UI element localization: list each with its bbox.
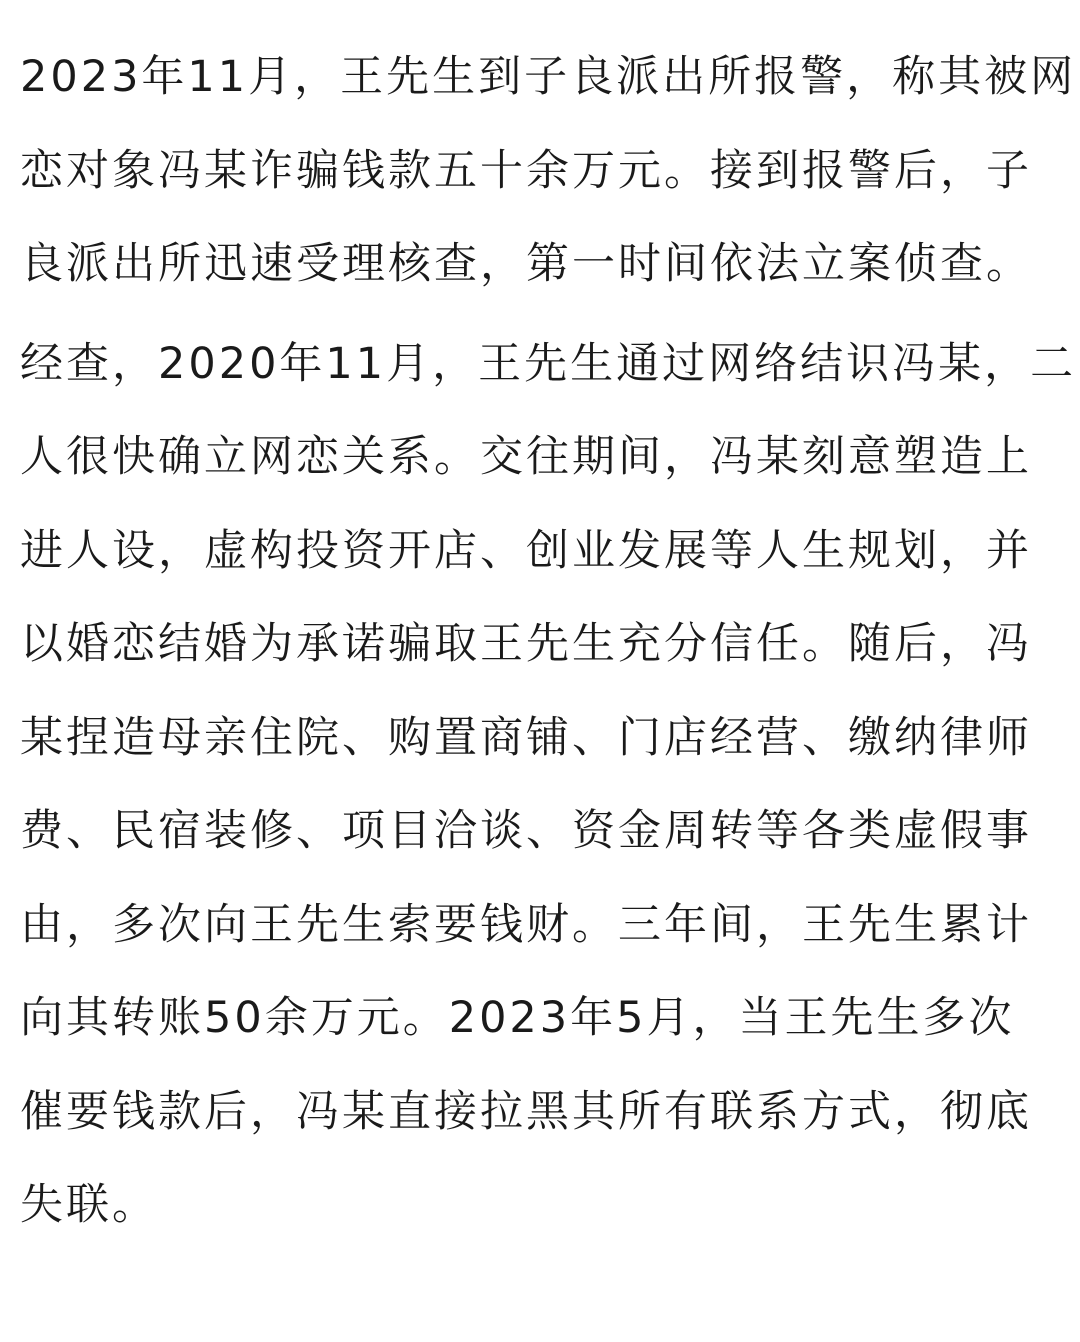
text-line: 费、民宿装修、项目洽谈、资金周转等各类虚假事 [20,806,1032,856]
text-line: 良派出所迅速受理核查，第一时间依法立案侦查。 [20,239,1032,289]
text-line: 某捏造母亲住院、购置商铺、门店经营、缴纳律师 [20,712,1032,763]
text-line: 催要钱款后，冯某直接拉黑其所有联系方式，彻底 [20,1086,1032,1137]
text-line: 恋对象冯某诈骗钱款五十余万元。接到报警后，子 [20,145,1032,196]
text-line: 以婚恋结婚为承诺骗取王先生充分信任。随后，冯 [20,619,1032,669]
text-line: 失联。 [20,1180,158,1230]
text-line: 经查，2020年11月，王先生通过网络结识冯某，二 [20,338,1077,389]
text-line: 由，多次向王先生索要钱财。三年间，王先生累计 [20,899,1032,950]
text-line: 2023年11月，王先生到子良派出所报警，称其被网 [20,52,1077,102]
text-line: 向其转账50余万元。2023年5月，当王先生多次 [20,993,1015,1043]
text-line: 人很快确立网恋关系。交往期间，冯某刻意塑造上 [20,432,1032,482]
article-body [20,42,1077,1264]
paragraph-investigation [20,329,1077,1264]
paragraph-report [20,42,1077,323]
text-line: 进人设，虚构投资开店、创业发展等人生规划，并 [20,525,1032,576]
